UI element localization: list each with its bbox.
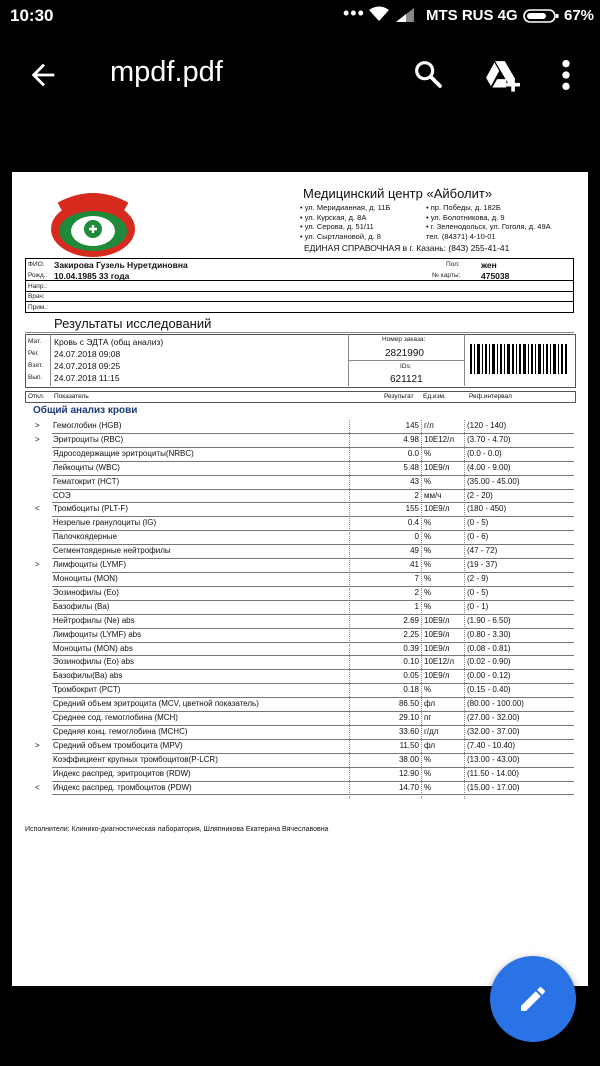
row-name: Базофилы (Ba) — [53, 601, 110, 611]
table-row — [12, 559, 588, 573]
row-result: 49 — [410, 546, 419, 556]
row-name: Коэффициент крупных тромбоцитов(P-LCR) — [53, 754, 218, 764]
notification-dots: ••• — [343, 3, 365, 23]
row-unit: % — [424, 754, 432, 764]
row-flag: < — [35, 782, 40, 792]
back-arrow-icon[interactable] — [26, 58, 60, 92]
table-row — [12, 573, 588, 587]
row-ref: (0 - 6) — [467, 532, 489, 542]
row-name: Гематокрит (HCT) — [53, 476, 120, 486]
row-flag: > — [35, 434, 40, 444]
table-row — [12, 782, 588, 796]
row-result: 41 — [410, 560, 419, 570]
row-name: Моноциты (MON) abs — [53, 643, 133, 653]
status-time: 10:30 — [10, 6, 54, 25]
table-row — [12, 629, 588, 643]
napr-label: Напр.: — [28, 283, 48, 290]
row-name: Эозинофилы (Eo) — [53, 587, 119, 597]
footer-performers: Исполнители: Клинико-диагностическая лаборатория, Шляпникова Екатерина Вячеславовна — [25, 826, 329, 833]
row-ref: (47 - 72) — [467, 546, 498, 556]
row-flag: < — [35, 504, 40, 514]
row-flag: > — [35, 740, 40, 750]
address: • пр. Победы, д. 182Б — [426, 203, 501, 212]
table-row — [12, 420, 588, 434]
row-ref: (0.00 - 0.12) — [467, 671, 511, 681]
row-result: 145 — [405, 421, 419, 430]
address: • ул. Курская, д. 8А — [300, 212, 367, 222]
row-name: Лимфоциты (LYMF) abs — [53, 629, 142, 639]
row-result: 2 — [414, 587, 419, 597]
row-divider — [52, 794, 574, 795]
row-name: Базофилы(Ba) abs — [53, 671, 123, 681]
row-unit: фл — [424, 740, 436, 750]
row-name: Индекс распред. эритроцитов (RDW) — [53, 768, 191, 778]
table-row — [12, 587, 588, 601]
row-unit: 10Е9/л — [424, 671, 450, 681]
row-name: Нейтрофилы (Ne) abs — [53, 615, 135, 625]
table-row — [12, 448, 588, 462]
prim-label: Прим.: — [28, 304, 48, 311]
row-result: 0.05 — [403, 671, 419, 681]
reg-label: Рег. — [28, 350, 40, 357]
row-result: 7 — [414, 573, 419, 583]
row-unit: 10Е12/л — [424, 657, 455, 667]
row-ref: (0.08 - 0.81) — [467, 643, 511, 653]
row-ref: (19 - 37) — [467, 560, 498, 570]
edit-pencil-icon — [517, 983, 549, 1015]
row-name: Эритроциты (RBC) — [53, 434, 124, 444]
row-unit: 10Е9/л — [424, 615, 450, 625]
row-unit: пг — [424, 713, 432, 723]
vzyat-date: 24.07.2018 09:25 — [54, 361, 121, 371]
row-result: 12.90 — [398, 768, 419, 778]
row-result: 0.39 — [403, 643, 419, 653]
row-name: Ядросодержащие эритроциты(NRBC) — [53, 448, 194, 458]
row-name: Лимфоциты (LYMF) — [53, 560, 127, 570]
table-row — [12, 656, 588, 670]
row-result: 86.50 — [398, 699, 419, 709]
row-result: 29.10 — [398, 713, 419, 723]
barcode — [470, 344, 568, 374]
row-result: 43 — [410, 476, 419, 486]
row-name: СОЭ — [53, 490, 71, 500]
row-result: 0.18 — [403, 685, 419, 695]
row-flag: > — [35, 560, 40, 570]
center-name: Медицинский центр «Айболит» — [303, 186, 493, 201]
row-result: 155 — [405, 504, 419, 514]
order-number: 2821990 — [385, 348, 424, 359]
row-unit: % — [424, 601, 432, 611]
col-param: Показатель — [54, 393, 89, 400]
row-result: 2 — [414, 490, 419, 500]
row-name: Среднее сод. гемоглобина (MCH) — [53, 713, 178, 723]
table-row — [12, 754, 588, 768]
ids-value: 621121 — [390, 374, 423, 385]
row-name: Палочкоядерные — [53, 532, 117, 542]
carrier-name: MTS RUS 4G — [426, 7, 518, 24]
signal-icon — [396, 8, 416, 22]
patient-dob: 10.04.1985 33 года — [54, 271, 130, 281]
row-ref: (4.00 - 9.00) — [467, 462, 511, 472]
row-ref: (0 - 5) — [467, 587, 489, 597]
table-row — [12, 740, 588, 754]
row-result: 0.4 — [407, 518, 419, 528]
row-unit: 10Е9/л — [424, 629, 450, 639]
row-ref: (1.90 - 6.50) — [467, 615, 511, 625]
row-ref: (80.00 - 100.00) — [467, 699, 524, 709]
table-row — [12, 476, 588, 490]
battery-icon — [523, 9, 559, 23]
address: • ул. Серова, д. 51/11 — [300, 222, 374, 231]
row-ref: (13.00 - 43.00) — [467, 754, 520, 764]
row-unit: мм/ч — [424, 490, 442, 500]
row-ref: (11.50 - 14.00) — [467, 768, 519, 778]
row-ref: (0 - 5) — [467, 518, 489, 528]
row-result: 14.70 — [398, 782, 419, 792]
battery-percent: 67% — [564, 7, 595, 24]
row-ref: (180 - 450) — [467, 504, 507, 514]
addresses-right — [426, 203, 551, 241]
row-name: Средний объем эритроцита (MCV, цветной показатель) — [53, 699, 259, 709]
row-name: Незрелые гранулоциты (IG) — [53, 518, 157, 528]
row-result: 4.98 — [403, 434, 419, 444]
vyp-label: Вып. — [28, 374, 43, 381]
dob-label: Рожд.: — [28, 272, 48, 279]
order-number-label: Номер заказа: — [382, 336, 426, 343]
section-title: Общий анализ крови — [33, 405, 138, 416]
row-unit: % — [424, 546, 432, 556]
search-icon[interactable] — [412, 58, 444, 90]
sex-label: Пол: — [446, 261, 460, 268]
row-name: Гемоглобин (HGB) — [53, 421, 122, 430]
row-name: Тромбокрит (PCT) — [53, 685, 121, 695]
row-result: 5.48 — [403, 462, 419, 472]
row-ref: (0 - 1) — [467, 601, 489, 611]
address: тел. (84371) 4-10-01 — [426, 231, 496, 241]
row-unit: 10Е12/л — [424, 434, 455, 444]
more-vert-icon[interactable] — [558, 58, 574, 92]
row-ref: (120 - 140) — [467, 421, 507, 430]
edit-button[interactable] — [490, 956, 576, 1042]
wifi-icon — [368, 6, 390, 22]
row-ref: (3.70 - 4.70) — [467, 434, 511, 444]
row-unit: 10Е9/л — [424, 643, 450, 653]
vzyat-label: Взят. — [28, 362, 43, 369]
table-row — [12, 517, 588, 531]
row-unit: % — [424, 560, 432, 570]
patient-sex: жен — [481, 260, 497, 270]
col-ref: Реф.интервал — [469, 393, 512, 400]
mat-label: Мат. — [28, 338, 42, 345]
table-row — [12, 531, 588, 545]
vrach-label: Врач: — [28, 293, 45, 300]
row-result: 11.50 — [399, 740, 419, 750]
table-row — [12, 545, 588, 559]
row-ref: (32.00 - 37.00) — [467, 726, 520, 736]
row-result: 0 — [414, 532, 419, 542]
patient-card: 475038 — [481, 271, 510, 281]
row-result: 33.60 — [398, 726, 419, 736]
hotline: ЕДИНАЯ СПРАВОЧНАЯ в г. Казань: (843) 255-41-41 — [304, 243, 510, 253]
fio-label: ФИО: — [28, 261, 45, 268]
row-unit: % — [424, 768, 432, 778]
row-unit: % — [424, 685, 432, 695]
row-name: Сегментоядерные нейтрофилы — [53, 546, 171, 556]
results-title: Результаты исследований — [54, 316, 212, 331]
row-unit: 10Е9/л — [424, 504, 450, 514]
row-unit: г/дл — [424, 726, 439, 736]
status-bar — [0, 0, 600, 32]
row-unit: % — [424, 532, 432, 542]
results-column-header — [25, 391, 576, 403]
row-unit: % — [424, 782, 432, 792]
results-table — [12, 420, 588, 795]
row-ref: (0.15 - 0.40) — [467, 685, 511, 695]
row-name: Средняя конц. гемоглобина (MCHC) — [53, 726, 188, 736]
row-ref: (0.80 - 3.30) — [467, 629, 511, 639]
document-title: mpdf.pdf — [110, 56, 223, 88]
vyp-date: 24.07.2018 11:15 — [54, 373, 120, 383]
row-unit: % — [424, 448, 432, 458]
table-row — [12, 712, 588, 726]
table-row — [12, 726, 588, 740]
row-ref: (2 - 9) — [467, 573, 489, 583]
table-row — [12, 643, 588, 657]
material: Кровь с ЭДТА (общ анализ) — [54, 337, 164, 347]
row-name: Эозинофилы (Eo) abs — [53, 657, 135, 667]
row-unit: % — [424, 587, 432, 597]
row-unit: % — [424, 476, 432, 486]
row-ref: (7.40 - 10.40) — [467, 740, 516, 750]
table-row — [12, 698, 588, 712]
table-row — [12, 434, 588, 448]
row-unit: % — [424, 573, 432, 583]
col-unit: Ед.изм. — [423, 393, 446, 400]
row-result: 1 — [414, 601, 419, 611]
row-unit: г/л — [424, 421, 434, 430]
table-row — [12, 490, 588, 504]
row-result: 0.0 — [407, 448, 419, 458]
col-otkl: Откл. — [28, 393, 45, 400]
address: • г. Зеленодольск, ул. Гоголя, д. 49А — [426, 222, 551, 231]
address: • ул. Сыртлановой, д. 8 — [300, 231, 381, 241]
row-ref: (15.00 - 17.00) — [467, 782, 520, 792]
row-name: Лейкоциты (WBC) — [53, 462, 120, 472]
col-result: Результат — [384, 393, 414, 400]
table-row — [12, 462, 588, 476]
row-ref: (2 - 20) — [467, 490, 493, 500]
table-row — [12, 670, 588, 684]
table-row — [12, 684, 588, 698]
row-name: Средний объем тромбоцита (MPV) — [53, 740, 183, 750]
row-ref: (35.00 - 45.00) — [467, 476, 520, 486]
row-ref: (0.02 - 0.90) — [467, 657, 511, 667]
table-row — [12, 615, 588, 629]
google-drive-add-icon[interactable] — [484, 58, 520, 92]
pdf-page — [12, 172, 588, 986]
row-result: 2.69 — [403, 615, 419, 625]
row-result: 38.00 — [398, 754, 419, 764]
row-unit: 10Е9/л — [424, 462, 450, 472]
patient-name: Закирова Гузель Нуретдиновна — [54, 260, 188, 270]
aibolit-logo — [48, 191, 138, 261]
row-name: Тромбоциты (PLT-F) — [53, 504, 128, 514]
row-name: Индекс распред. тромбоцитов (PDW) — [53, 782, 192, 792]
row-result: 2.25 — [403, 629, 419, 639]
row-ref: (0.0 - 0.0) — [467, 448, 502, 458]
table-row — [12, 768, 588, 782]
address: • ул. Меридианная, д. 11Б — [300, 203, 391, 212]
address: • ул. Болотникова, д. 9 — [426, 212, 505, 222]
row-name: Моноциты (MON) — [53, 573, 118, 583]
table-row — [12, 601, 588, 615]
row-flag: > — [35, 421, 40, 430]
reg-date: 24.07.2018 09:08 — [54, 349, 121, 359]
row-ref: (27.00 - 32.00) — [467, 713, 520, 723]
ids-label: IDs: — [400, 363, 412, 370]
card-label: № карты: — [432, 272, 461, 279]
row-unit: % — [424, 518, 432, 528]
addresses-left — [300, 203, 390, 241]
row-result: 0.10 — [403, 657, 419, 667]
table-row — [12, 503, 588, 517]
app-bar — [0, 32, 600, 118]
row-unit: фл — [424, 699, 436, 709]
